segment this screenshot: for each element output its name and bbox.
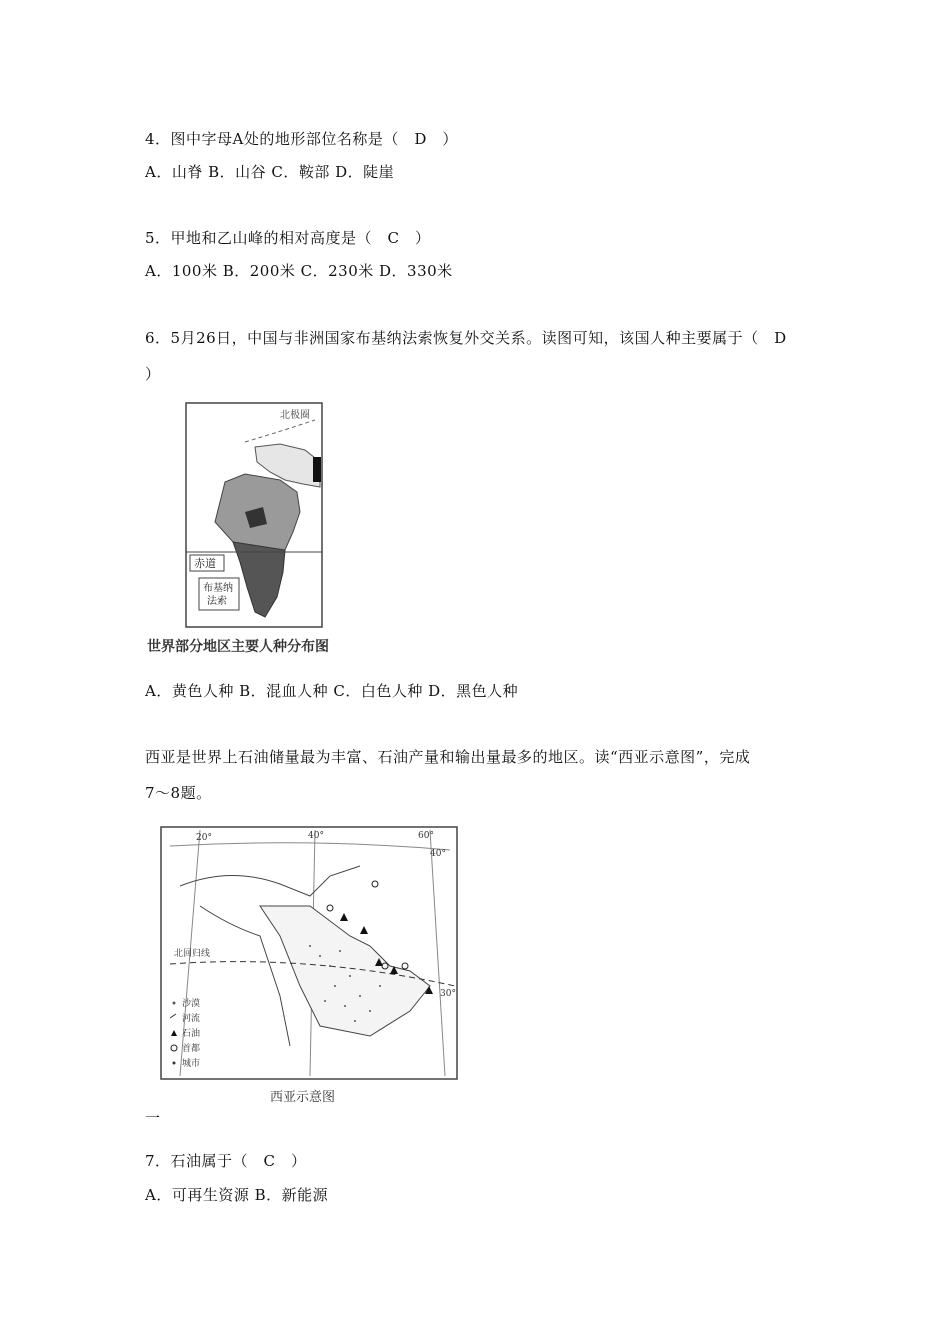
arctic-circle-label: 北极圈 — [280, 410, 310, 421]
question-5-options: A．100米 B．200米 C．230米 D．330米 — [145, 262, 453, 280]
question-4-stem: 4．图中字母A处的地形部位名称是（ D ） — [145, 130, 458, 148]
race-distribution-map — [185, 402, 325, 630]
west-asia-map-svg — [160, 826, 460, 1082]
west-asia-intro-line2: 7～8题。 — [145, 784, 212, 802]
question-6-stem-line2: ） — [145, 365, 161, 383]
deg-20-label: 20° — [196, 833, 212, 843]
question-7-stem: 7．石油属于（ C ） — [145, 1152, 307, 1170]
race-map-caption: 世界部分地区主要人种分布图 — [147, 639, 329, 655]
question-6-options: A．黄色人种 B．混血人种 C．白色人种 D．黑色人种 — [145, 682, 519, 700]
dash-mark: 一 — [145, 1109, 161, 1127]
legend-desert: 沙漠 — [182, 999, 201, 1009]
black-patch — [313, 457, 321, 482]
deg-40-label: 40° — [308, 831, 324, 841]
question-6-stem-line1: 6．5月26日，中国与非洲国家布基纳法索恢复外交关系。读图可知，该国人种主要属于（ D — [145, 329, 787, 347]
deg-40n-label: 40° — [430, 849, 446, 859]
west-asia-map-caption: 西亚示意图 — [270, 1090, 336, 1105]
deg-30-label: 30° — [440, 989, 456, 999]
country-label-line1: 布基纳 — [203, 583, 233, 594]
question-7-options: A．可再生资源 B．新能源 — [145, 1186, 329, 1204]
tropic-label: 北回归线 — [174, 949, 211, 959]
race-map-svg — [185, 402, 325, 630]
west-asia-map — [160, 826, 460, 1082]
legend-capital: 首都 — [182, 1044, 201, 1054]
deg-60-label: 60° — [418, 831, 434, 841]
legend-oil: 石油 — [182, 1029, 201, 1039]
country-label-line2: 法索 — [207, 596, 227, 607]
west-asia-intro-line1: 西亚是世界上石油储量最为丰富、石油产量和输出量最多的地区。读“西亚示意图”，完成 — [145, 748, 751, 766]
legend-river: 河流 — [182, 1014, 201, 1024]
question-5-stem: 5．甲地和乙山峰的相对高度是（ C ） — [145, 229, 431, 247]
legend-city: 城市 — [182, 1059, 201, 1069]
equator-label: 赤道 — [194, 557, 216, 570]
question-4-options: A．山脊 B．山谷 C．鞍部 D．陡崖 — [145, 163, 395, 181]
